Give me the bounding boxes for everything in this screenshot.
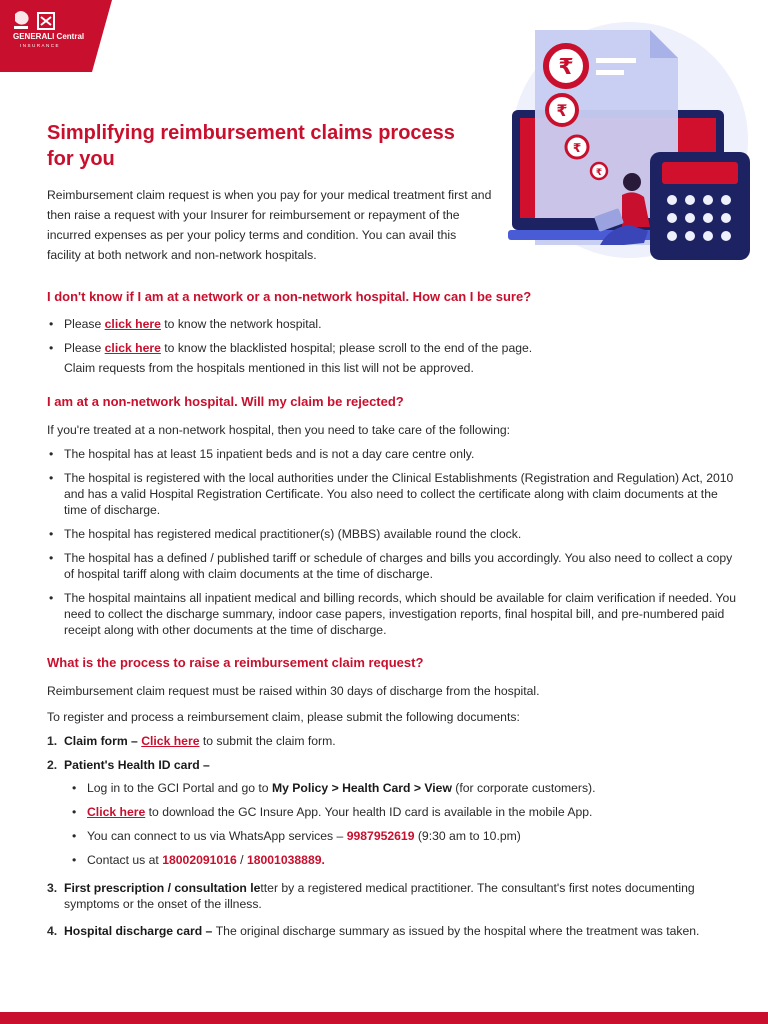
generali-lion-icon: [14, 11, 29, 29]
intro-paragraph: Reimbursement claim request is when you pay for your medical treatment first and then raise a request with your Insurer for reimbursement or repayment of the incurred expenses as per your policy terms and condition. You can avail this facility at both network and non-network hospitals.: [47, 188, 492, 262]
header-corner: [0, 0, 120, 72]
logo-text: GENERALI Central: [13, 32, 85, 41]
svg-text:₹: ₹: [595, 168, 603, 178]
logo-subtext: INSURANCE: [20, 43, 61, 48]
phone-number-2[interactable]: 18001038889.: [246, 853, 325, 867]
gc-insure-app-link[interactable]: Click here: [87, 805, 146, 819]
section1-list: [47, 316, 737, 376]
list-item: • Please click here to know the blacklisted hospital; please scroll to the end of the page. Claim requests from the hospitals mentioned in this list will not be approved.: [47, 340, 737, 376]
page-title: Simplifying reimbursement claims process for you: [47, 122, 455, 170]
list-item: • You can connect to us via WhatsApp services – 9987952619 (9:30 am to 10.pm): [70, 828, 737, 844]
svg-text:₹: ₹: [556, 101, 568, 120]
list-item: • The hospital has a defined / published tariff or schedule of charges and bills you accordingly. You also need to collect a copy of hospital tariff along with claim documents at the time of discharge.: [47, 550, 737, 582]
blacklisted-hospital-link[interactable]: click here: [104, 341, 161, 355]
whatsapp-number[interactable]: 9987952619: [346, 829, 415, 843]
footer-bar: [0, 1012, 768, 1024]
health-id-sublist: [47, 780, 737, 876]
list-item: • Log in to the GCI Portal and go to My Policy > Health Card > View (for corporate customers).: [70, 780, 737, 796]
claim-form-link[interactable]: Click here: [141, 734, 200, 748]
list-item: • Click here to download the GC Insure App. Your health ID card is available in the mobile App.: [70, 804, 737, 820]
section3-para2: To register and process a reimbursement claim, please submit the following documents:: [47, 710, 520, 724]
doc-item-3: 3. First prescription / consultation letter by a registered medical practitioner. The consultant's first notes documenting symptoms or the onset of the illness.: [47, 881, 695, 911]
doc-item-4: 4. Hospital discharge card – The original discharge summary as issued by the hospital where the treatment was taken.: [47, 924, 700, 938]
list-item: • The hospital is registered with the local authorities under the Clinical Establishments (Registration and Regulation) Act, 2010 and has a valid Hospital Registration Certificate. You also need to collect the certificate along with claim documents at the time of discharge.: [47, 470, 737, 518]
doc-item-2: 2. Patient's Health ID card –: [47, 758, 210, 772]
network-hospital-link[interactable]: click here: [104, 317, 161, 331]
phone-number-1[interactable]: 18002091016: [162, 853, 237, 867]
svg-text:₹: ₹: [572, 141, 582, 155]
section3-para1: Reimbursement claim request must be raised within 30 days of discharge from the hospital.: [47, 684, 540, 698]
section2-lead: If you're treated at a non-network hospital, then you need to take care of the following:: [47, 423, 511, 437]
list-item: • Please click here to know the network hospital.: [47, 316, 737, 332]
list-item: • Contact us at 18002091016 / 18001038889.: [70, 852, 737, 868]
section3-heading: What is the process to raise a reimbursement claim request?: [47, 655, 424, 670]
list-item: • The hospital maintains all inpatient medical and billing records, which should be available for claim verification if needed. You need to collect the discharge summary, indoor case papers, investigation reports, final hospital bill, and pre-numbered paid receipt along with other documents at the time of discharge.: [47, 590, 737, 638]
section2-heading: I am at a non-network hospital. Will my claim be rejected?: [47, 394, 404, 409]
svg-text:₹: ₹: [558, 55, 574, 80]
section2-list: [47, 446, 737, 638]
main-content: [47, 120, 737, 938]
section1-heading: I don't know if I am at a network or a non-network hospital. How can I be sure?: [47, 289, 532, 304]
doc-item-1: 1. Claim form – Click here to submit the claim form.: [47, 734, 336, 748]
list-item: • The hospital has registered medical practitioner(s) (MBBS) available round the clock.: [47, 526, 737, 542]
list-item: • The hospital has at least 15 inpatient beds and is not a day care centre only.: [47, 446, 737, 462]
